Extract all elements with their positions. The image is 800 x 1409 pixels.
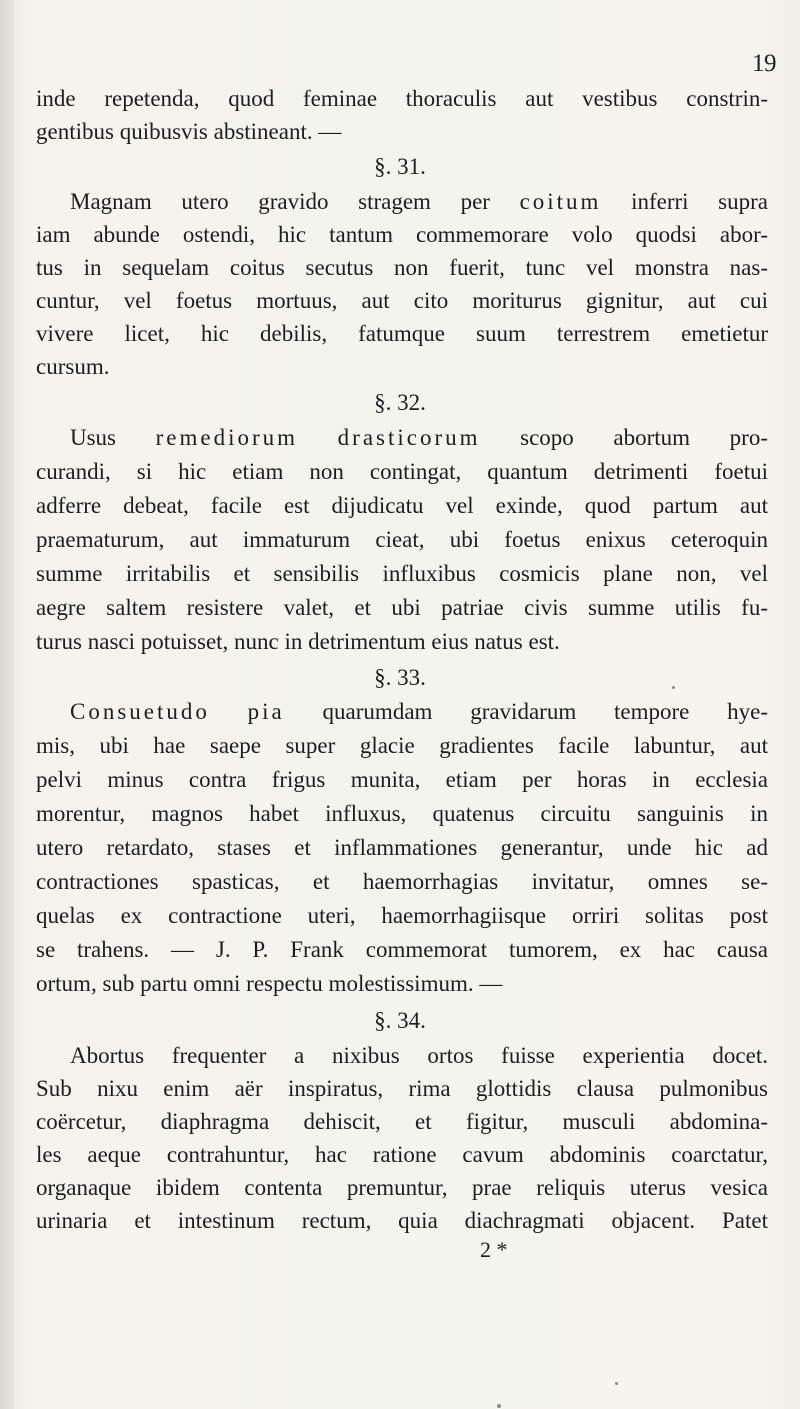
- text-line: mis, ubi hae saepe super glacie gradientes facile labuntur, aut: [36, 733, 768, 758]
- section-heading: §. 32.: [374, 390, 426, 415]
- text-line: contractiones spasticas, et haemorrhagias invitatur, omnes se-: [36, 869, 768, 894]
- text-line: morentur, magnos habet influxus, quatenus circuitu sanguinis in: [36, 801, 768, 826]
- text-line: inde repetenda, quod feminae thoraculis aut vestibus constrin-: [36, 86, 768, 111]
- section-heading: §. 33.: [374, 665, 426, 690]
- text-line: praematurum, aut immaturum cieat, ubi foetus enixus ceteroquin: [36, 527, 768, 552]
- text-line: summe irritabilis et sensibilis influxibus cosmicis plane non, vel: [36, 561, 768, 586]
- text-line: cursum.: [36, 354, 110, 379]
- text-line: Consuetudo pia quarumdam gravidarum tempore hye-: [70, 699, 768, 724]
- text-line: adferre debeat, facile est dijudicatu vel exinde, quod partum aut: [36, 493, 768, 518]
- text-line: cuntur, vel foetus mortuus, aut cito moriturus gignitur, aut cui: [36, 288, 768, 313]
- text-line: coërcetur, diaphragma dehiscit, et figitur, musculi abdomina-: [36, 1109, 768, 1134]
- text-line: ortum, sub partu omni respectu molestissimum. —: [36, 971, 503, 996]
- text-line: iam abunde ostendi, hic tantum commemorare volo quodsi abor-: [36, 222, 768, 247]
- text-line: se trahens. — J. P. Frank commemorat tumorem, ex hac causa: [36, 937, 768, 962]
- text-line: tus in sequelam coitus secutus non fuerit, tunc vel monstra nas-: [36, 255, 768, 280]
- text-line: Usus remediorum drasticorum scopo abortum pro-: [70, 425, 768, 450]
- text-line: Magnam utero gravido stragem per coitum inferri supra: [70, 189, 768, 214]
- text-line: Abortus frequenter a nixibus ortos fuisse experientia docet.: [70, 1043, 768, 1068]
- section-heading: §. 31.: [374, 154, 426, 179]
- text-line: turus nasci potuisset, nunc in detrimentum eius natus est.: [36, 629, 560, 654]
- paper-speck: [615, 1382, 618, 1385]
- section-heading: §. 34.: [374, 1008, 426, 1033]
- text-line: Sub nixu enim aër inspiratus, rima glottidis clausa pulmonibus: [36, 1076, 768, 1101]
- text-line: pelvi minus contra frigus munita, etiam per horas in ecclesia: [36, 767, 768, 792]
- text-line: utero retardato, stases et inflammationes generantur, unde hic ad: [36, 835, 768, 860]
- text-line: aegre saltem resistere valet, et ubi patriae civis summe utilis fu-: [36, 595, 768, 620]
- text-line: vivere licet, hic debilis, fatumque suum terrestrem emetietur: [36, 321, 768, 346]
- signature-mark: 2 *: [480, 1237, 508, 1262]
- paper-speck: [672, 686, 675, 689]
- paper-speck: [497, 1404, 501, 1408]
- page-number: 19: [752, 50, 776, 77]
- text-line: organaque ibidem contenta premuntur, prae reliquis uterus vesica: [36, 1175, 768, 1200]
- text-line: les aeque contrahuntur, hac ratione cavum abdominis coarctatur,: [36, 1142, 768, 1167]
- text-line: curandi, si hic etiam non contingat, quantum detrimenti foetui: [36, 459, 768, 484]
- text-line: gentibus quibusvis abstineant. —: [36, 119, 342, 144]
- text-line: quelas ex contractione uteri, haemorrhagiisque orriri solitas post: [36, 903, 768, 928]
- page-gutter: [0, 0, 14, 1409]
- text-line: urinaria et intestinum rectum, quia diachragmati objacent. Patet: [36, 1208, 768, 1233]
